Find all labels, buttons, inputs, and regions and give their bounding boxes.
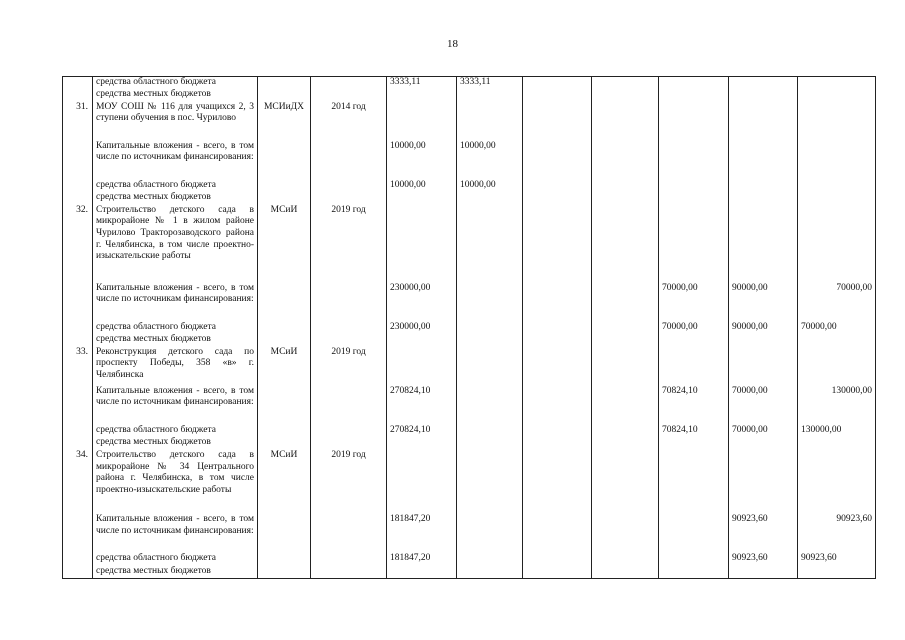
amount-col7-cell [592,425,659,438]
amount-col7-cell [592,450,659,514]
amount-col9-cell [729,450,798,514]
amount-col6-cell [523,102,592,141]
amount-col7-cell [592,437,659,450]
row-number-cell: 31. [63,102,93,141]
total-amount-cell [387,450,457,514]
table-row [63,141,876,180]
amount-col8-cell [659,514,729,553]
amount-col10-cell [798,102,876,141]
total-amount-cell: 10000,00 [387,141,457,180]
amount-col6-cell [523,180,592,193]
amount-col5-cell [457,437,523,450]
amount-col6-cell [523,322,592,335]
amount-col5-cell [457,450,523,514]
amount-col10-cell [798,450,876,514]
table-row [63,566,876,579]
amount-col7-cell [592,386,659,425]
amount-col6-cell [523,437,592,450]
description-cell: Строительство детского сада в микрорайоне № 34 Центрального района г. Челябинска, в том числе проектно-изыскательские работы [93,450,258,514]
executor-cell: МСиИ [258,347,311,386]
amount-col6-cell [523,566,592,579]
amount-col8-cell [659,77,729,90]
executor-cell [258,425,311,438]
amount-col9-cell: 70000,00 [729,386,798,425]
year-cell: 2019 год [311,450,387,514]
row-number-cell: 34. [63,450,93,514]
amount-col9-cell: 90000,00 [729,322,798,335]
table-row [63,322,876,335]
amount-col8-cell [659,553,729,566]
amount-col7-cell [592,322,659,335]
amount-col6-cell [523,192,592,205]
budget-table-body [63,77,876,579]
amount-col8-cell: 70000,00 [659,322,729,335]
amount-col5-cell [457,566,523,579]
amount-col9-cell [729,566,798,579]
amount-col7-cell [592,141,659,180]
amount-col10-cell [798,437,876,450]
description-cell: средства областного бюджета [93,77,258,90]
table-row [63,514,876,553]
executor-cell: МСиИ [258,205,311,283]
budget-table [62,76,876,579]
amount-col5-cell [457,553,523,566]
amount-col9-cell [729,347,798,386]
total-amount-cell: 230000,00 [387,283,457,322]
amount-col6-cell [523,283,592,322]
year-cell [311,89,387,102]
amount-col5-cell [457,283,523,322]
executor-cell [258,334,311,347]
table-row [63,77,876,90]
description-cell: средства областного бюджета [93,322,258,335]
row-number-cell [63,566,93,579]
year-cell [311,553,387,566]
total-amount-cell [387,89,457,102]
amount-col10-cell: 130000,00 [798,386,876,425]
executor-cell [258,180,311,193]
row-number-cell [63,386,93,425]
year-cell [311,322,387,335]
row-number-cell [63,141,93,180]
amount-col6-cell [523,89,592,102]
row-number-cell [63,553,93,566]
amount-col6-cell [523,334,592,347]
amount-col5-cell: 10000,00 [457,141,523,180]
amount-col5-cell [457,386,523,425]
executor-cell [258,437,311,450]
year-cell [311,425,387,438]
amount-col9-cell [729,77,798,90]
table-row [63,450,876,514]
year-cell [311,192,387,205]
description-cell: средства областного бюджета [93,425,258,438]
year-cell: 2019 год [311,205,387,283]
amount-col6-cell [523,514,592,553]
row-number-cell [63,180,93,193]
year-cell [311,77,387,90]
amount-col6-cell [523,450,592,514]
amount-col10-cell [798,205,876,283]
amount-col8-cell [659,89,729,102]
amount-col7-cell [592,283,659,322]
total-amount-cell: 230000,00 [387,322,457,335]
row-number-cell [63,322,93,335]
year-cell [311,514,387,553]
description-cell: Строительство детского сада в микрорайоне № 1 в жилом районе Чурилово Тракторозаводского района г. Челябинска, в том числе проектно-изыскательские работы [93,205,258,283]
amount-col7-cell [592,192,659,205]
description-cell: МОУ СОШ № 116 для учащихся 2, 3 ступени обучения в пос. Чурилово [93,102,258,141]
description-cell: средства местных бюджетов [93,334,258,347]
year-cell [311,180,387,193]
table-row [63,347,876,386]
executor-cell [258,77,311,90]
amount-col10-cell [798,141,876,180]
table-row [63,192,876,205]
description-cell: средства местных бюджетов [93,89,258,102]
table-row [63,425,876,438]
year-cell [311,334,387,347]
executor-cell [258,192,311,205]
amount-col9-cell: 90000,00 [729,283,798,322]
amount-col9-cell [729,89,798,102]
table-row [63,205,876,283]
amount-col10-cell [798,347,876,386]
amount-col8-cell: 70824,10 [659,386,729,425]
table-row [63,334,876,347]
total-amount-cell [387,334,457,347]
amount-col5-cell [457,322,523,335]
executor-cell [258,322,311,335]
total-amount-cell: 181847,20 [387,514,457,553]
amount-col5-cell [457,89,523,102]
total-amount-cell: 181847,20 [387,553,457,566]
amount-col8-cell [659,437,729,450]
description-cell: средства местных бюджетов [93,437,258,450]
year-cell [311,283,387,322]
amount-col10-cell [798,334,876,347]
table-row [63,553,876,566]
amount-col7-cell [592,514,659,553]
row-number-cell: 33. [63,347,93,386]
total-amount-cell [387,102,457,141]
amount-col6-cell [523,205,592,283]
table-row [63,102,876,141]
executor-cell [258,553,311,566]
amount-col7-cell [592,553,659,566]
description-cell: Капитальные вложения - всего, в том числе по источникам финансирования: [93,283,258,322]
row-number-cell [63,89,93,102]
total-amount-cell [387,566,457,579]
amount-col8-cell [659,347,729,386]
row-number-cell [63,425,93,438]
executor-cell [258,89,311,102]
table-row [63,180,876,193]
amount-col6-cell [523,141,592,180]
amount-col8-cell: 70000,00 [659,283,729,322]
amount-col10-cell [798,77,876,90]
amount-col7-cell [592,180,659,193]
amount-col6-cell [523,77,592,90]
total-amount-cell: 270824,10 [387,386,457,425]
amount-col5-cell [457,205,523,283]
amount-col9-cell [729,102,798,141]
table-row [63,283,876,322]
amount-col7-cell [592,566,659,579]
description-cell: средства областного бюджета [93,553,258,566]
executor-cell: МСиИ [258,450,311,514]
amount-col5-cell: 3333,11 [457,77,523,90]
row-number-cell [63,334,93,347]
amount-col8-cell [659,102,729,141]
amount-col5-cell [457,425,523,438]
amount-col8-cell [659,205,729,283]
amount-col10-cell: 90923,60 [798,514,876,553]
amount-col10-cell: 70000,00 [798,322,876,335]
amount-col6-cell [523,386,592,425]
description-cell: средства местных бюджетов [93,192,258,205]
description-cell: средства местных бюджетов [93,566,258,579]
row-number-cell [63,77,93,90]
amount-col8-cell [659,180,729,193]
amount-col5-cell [457,334,523,347]
amount-col8-cell: 70824,10 [659,425,729,438]
year-cell [311,386,387,425]
table-row [63,386,876,425]
amount-col6-cell [523,425,592,438]
amount-col8-cell [659,192,729,205]
amount-col7-cell [592,102,659,141]
amount-col9-cell: 70000,00 [729,425,798,438]
year-cell [311,141,387,180]
amount-col10-cell [798,89,876,102]
description-cell: Капитальные вложения - всего, в том числе по источникам финансирования: [93,386,258,425]
amount-col9-cell [729,205,798,283]
amount-col8-cell [659,566,729,579]
executor-cell [258,141,311,180]
amount-col7-cell [592,205,659,283]
amount-col10-cell: 90923,60 [798,553,876,566]
row-number-cell: 32. [63,205,93,283]
amount-col6-cell [523,347,592,386]
year-cell [311,437,387,450]
row-number-cell [63,514,93,553]
amount-col9-cell [729,192,798,205]
amount-col9-cell: 90923,60 [729,553,798,566]
executor-cell [258,514,311,553]
total-amount-cell: 10000,00 [387,180,457,193]
amount-col7-cell [592,89,659,102]
total-amount-cell [387,437,457,450]
row-number-cell [63,437,93,450]
year-cell: 2014 год [311,102,387,141]
amount-col10-cell: 70000,00 [798,283,876,322]
description-cell: Реконструкция детского сада по проспекту Победы, 358 «в» г. Челябинска [93,347,258,386]
description-cell: Капитальные вложения - всего, в том числе по источникам финансирования: [93,514,258,553]
year-cell [311,566,387,579]
amount-col7-cell [592,347,659,386]
amount-col7-cell [592,334,659,347]
amount-col9-cell: 90923,60 [729,514,798,553]
amount-col8-cell [659,141,729,180]
total-amount-cell: 3333,11 [387,77,457,90]
amount-col5-cell [457,514,523,553]
executor-cell: МСИиДХ [258,102,311,141]
total-amount-cell [387,347,457,386]
total-amount-cell [387,205,457,283]
description-cell: Капитальные вложения - всего, в том числе по источникам финансирования: [93,141,258,180]
total-amount-cell [387,192,457,205]
amount-col6-cell [523,553,592,566]
amount-col5-cell: 10000,00 [457,180,523,193]
table-row [63,437,876,450]
amount-col10-cell [798,192,876,205]
amount-col5-cell [457,192,523,205]
amount-col5-cell [457,347,523,386]
amount-col10-cell: 130000,00 [798,425,876,438]
amount-col7-cell [592,77,659,90]
table-row [63,89,876,102]
amount-col9-cell [729,334,798,347]
executor-cell [258,386,311,425]
amount-col10-cell [798,566,876,579]
amount-col8-cell [659,334,729,347]
row-number-cell [63,283,93,322]
executor-cell [258,283,311,322]
amount-col8-cell [659,450,729,514]
page-number: 18 [447,38,458,50]
description-cell: средства областного бюджета [93,180,258,193]
amount-col5-cell [457,102,523,141]
row-number-cell [63,192,93,205]
amount-col9-cell [729,437,798,450]
total-amount-cell: 270824,10 [387,425,457,438]
executor-cell [258,566,311,579]
year-cell: 2019 год [311,347,387,386]
amount-col10-cell [798,180,876,193]
amount-col9-cell [729,180,798,193]
amount-col9-cell [729,141,798,180]
